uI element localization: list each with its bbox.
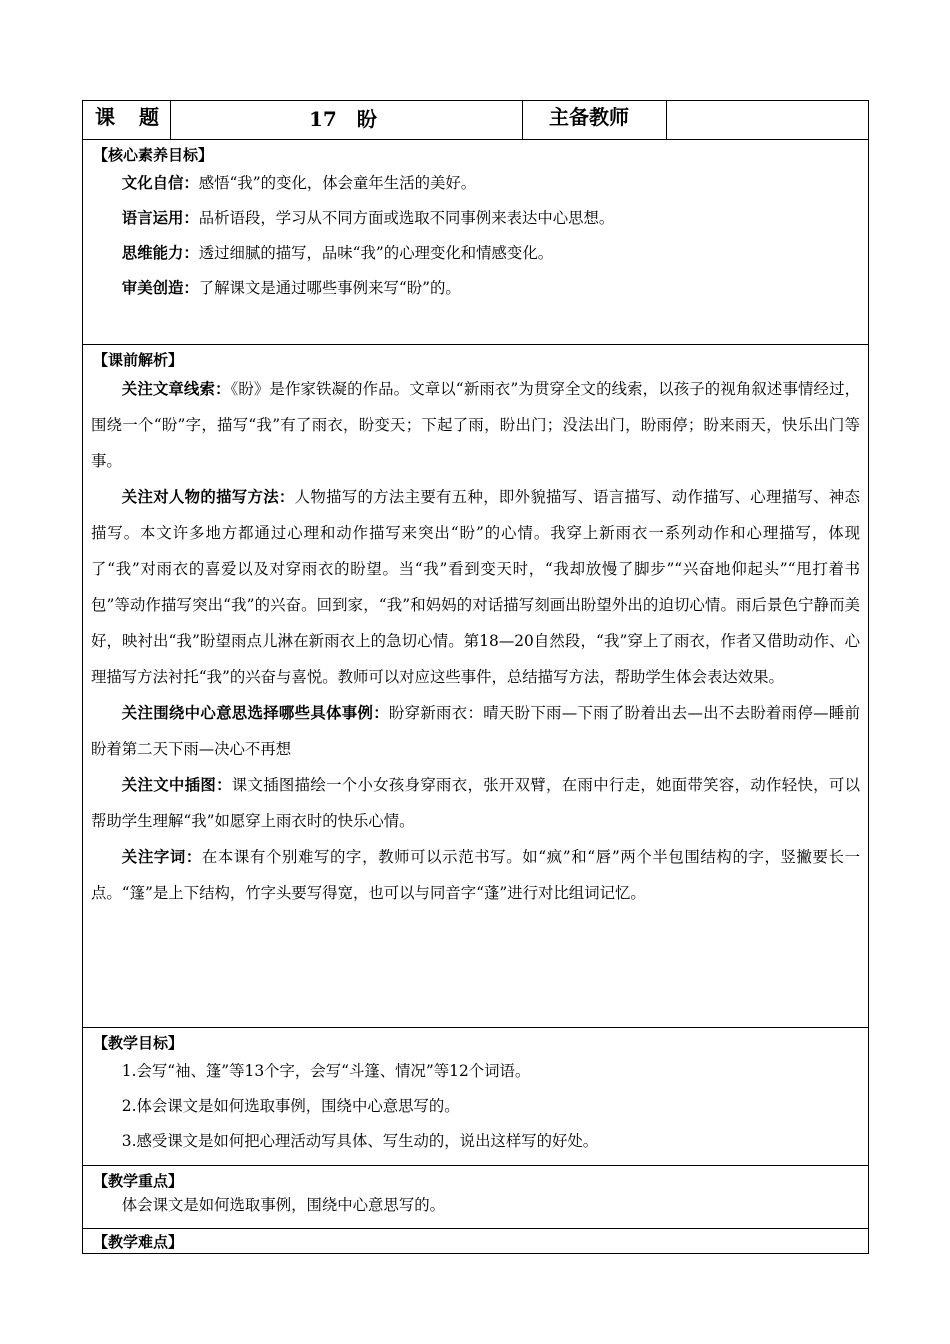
- analysis-item: 关注文中插图：课文插图描绘一个小女孩身穿雨衣，张开双臂，在雨中行走，她面带笑容，动作轻快，可以帮助学生理解“我”如愿穿上雨衣时的快乐心情。: [91, 776, 860, 830]
- teaching-goal-item: 2.体会课文是如何选取事例，围绕中心意思写的。: [121, 1097, 460, 1115]
- header-row: [83, 101, 869, 140]
- difficulties-section: [83, 1229, 869, 1254]
- core-goals-section: [83, 140, 869, 345]
- core-goals-row: [83, 140, 869, 345]
- teaching-goals-title: 【教学目标】: [93, 1034, 184, 1052]
- core-goals-title: 【核心素养目标】: [93, 146, 214, 164]
- teaching-goals-row: [83, 1028, 869, 1166]
- key-points-text: 体会课文是如何选取事例，围绕中心意思写的。: [121, 1196, 446, 1214]
- lesson-plan-sheet: [82, 100, 868, 1254]
- analysis-item: 关注对人物的描写方法：人物描写的方法主要有五种，即外貌描写、语言描写、动作描写、心理描写、神态描写。本文许多地方都通过心理和动作描写来突出“盼”的心情。我穿上新雨衣一系列动作和心理描写，体现了“我”对雨衣的喜爱以及对穿雨衣的盼望。当“我”看到变天时，“我却放慢了脚步”“兴奋地仰起头”“甩打着书包”等动作描写突出“我”的兴奋。回到家，“我”和妈妈的对话描写刻画出盼望外出的迫切心情。雨后景色宁静而美好，映衬出“我”盼望雨点儿淋在新雨衣上的急切心情。第18—20自然段，“我”穿上了雨衣，作者又借助动作、心理描写方法衬托“我”的兴奋与喜悦。教师可以对应这些事件，总结描写方法，帮助学生体会表达效果。: [91, 488, 860, 686]
- teaching-goals-section: [83, 1028, 869, 1166]
- topic-label: 课 题: [83, 101, 171, 140]
- key-points-row: [83, 1166, 869, 1229]
- analysis-item: 关注文章线索：《盼》是作家铁凝的作品。文章以“新雨衣”为贯穿全文的线索，以孩子的视角叙述事情经过，围绕一个“盼”字，描写“我”有了雨衣，盼变天；下起了雨，盼出门；没法出门，盼雨停；盼来雨天，快乐出门等事。: [91, 380, 860, 470]
- analysis-section: [83, 345, 869, 1028]
- core-goal-item: 语言运用：品析语段，学习从不同方面或选取不同事例来表达中心思想。: [121, 209, 615, 227]
- core-goal-item: 文化自信：感悟“我”的变化，体会童年生活的美好。: [121, 174, 477, 192]
- difficulties-title: 【教学难点】: [93, 1233, 184, 1251]
- analysis-title: 【课前解析】: [93, 351, 184, 369]
- core-goal-item: 审美创造：了解课文是通过哪些事例来写“盼”的。: [121, 279, 461, 297]
- teacher-value[interactable]: [667, 101, 869, 140]
- analysis-item: 关注字词：在本课有个别难写的字，教师可以示范书写。如“疯”和“唇”两个半包围结构的字，竖撇要长一点。“篷”是上下结构，竹字头要写得宽，也可以与同音字“蓬”进行对比组词记忆。: [91, 848, 860, 902]
- teacher-label: 主备教师: [523, 101, 667, 140]
- difficulties-row: [83, 1229, 869, 1254]
- analysis-row: [83, 345, 869, 1028]
- key-points-title: 【教学重点】: [93, 1172, 184, 1190]
- core-goal-item: 思维能力：透过细腻的描写，品味“我”的心理变化和情感变化。: [121, 244, 554, 262]
- lesson-plan-table: [82, 100, 869, 1254]
- key-points-section: [83, 1166, 869, 1229]
- lesson-title: 17 盼: [171, 101, 523, 140]
- teaching-goal-item: 3.感受课文是如何把心理活动写具体、写生动的，说出这样写的好处。: [121, 1132, 599, 1150]
- teaching-goal-item: 1.会写“袖、篷”等13个字，会写“斗篷、情况”等12个词语。: [121, 1062, 531, 1080]
- analysis-item: 关注围绕中心意思选择哪些具体事例：盼穿新雨衣：晴天盼下雨—下雨了盼着出去—出不去盼着雨停—睡前盼着第二天下雨—决心不再想: [91, 704, 860, 758]
